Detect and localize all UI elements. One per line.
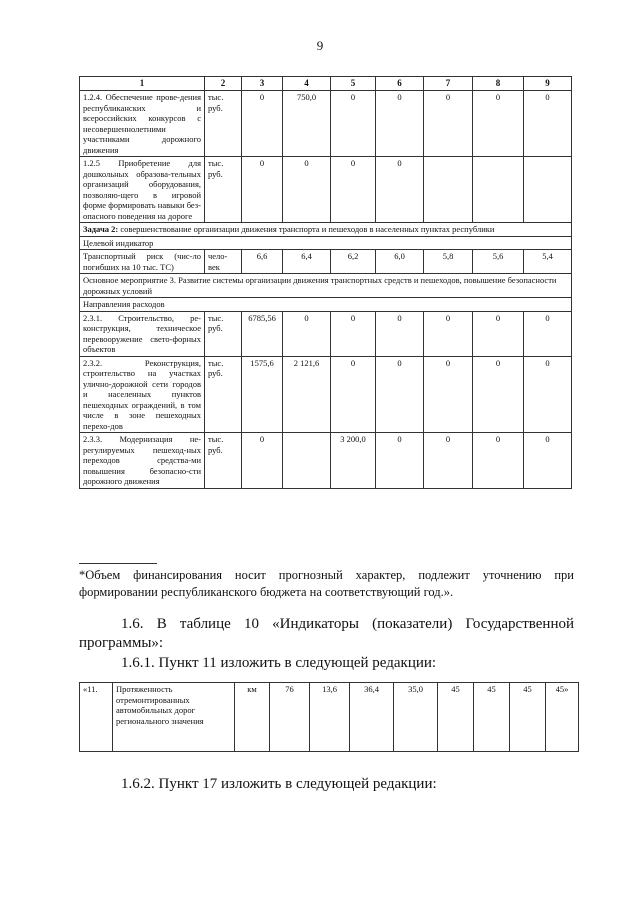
col-header: 5 bbox=[331, 77, 376, 91]
paragraph-1-6: 1.6. В таблице 10 «Индикаторы (показатели) Государственной программы»: bbox=[79, 616, 574, 651]
col-header: 1 bbox=[80, 77, 205, 91]
table-row bbox=[80, 433, 572, 489]
unit-cell: тыс. руб. bbox=[205, 433, 242, 489]
indicator-table bbox=[79, 682, 579, 752]
col-header: 2 bbox=[205, 77, 242, 91]
footnote-divider bbox=[79, 563, 157, 564]
value-cell: 0 bbox=[242, 91, 283, 157]
value-cell: 0 bbox=[376, 311, 424, 356]
value-cell: 6785,56 bbox=[242, 311, 283, 356]
table-cell: 45 bbox=[438, 683, 474, 752]
value-cell bbox=[473, 157, 524, 223]
table-row bbox=[80, 250, 572, 274]
table-row bbox=[80, 157, 572, 223]
value-cell bbox=[424, 157, 473, 223]
table-cell: км bbox=[235, 683, 270, 752]
section-text: совершенствование организации движения транспорта и пешеходов в населенных пунктах республики bbox=[118, 224, 495, 234]
value-cell: 0 bbox=[524, 91, 572, 157]
table-row bbox=[80, 311, 572, 356]
table-row bbox=[80, 91, 572, 157]
value-cell: 0 bbox=[473, 311, 524, 356]
value-cell: 0 bbox=[424, 356, 473, 433]
paragraph-1-6-1: 1.6.1. Пункт 11 изложить в следующей редакции: bbox=[121, 655, 437, 671]
value-cell bbox=[283, 433, 331, 489]
footnote: *Объем финансирования носит прогнозный характер, подлежит уточнению при формировании республиканского бюджета на соответствующий год.». bbox=[79, 568, 574, 599]
table-cell: «11. bbox=[80, 683, 113, 752]
value-cell: 0 bbox=[331, 91, 376, 157]
value-cell: 750,0 bbox=[283, 91, 331, 157]
value-cell: 0 bbox=[283, 157, 331, 223]
financing-table bbox=[79, 76, 572, 489]
table-cell: 45» bbox=[546, 683, 579, 752]
section-row bbox=[80, 274, 572, 298]
unit-cell: тыс. руб. bbox=[205, 91, 242, 157]
value-cell: 0 bbox=[473, 91, 524, 157]
col-header: 6 bbox=[376, 77, 424, 91]
unit-cell: тыс. руб. bbox=[205, 356, 242, 433]
value-cell: 0 bbox=[376, 356, 424, 433]
value-cell: 0 bbox=[473, 356, 524, 433]
value-cell: 2 121,6 bbox=[283, 356, 331, 433]
value-cell: 0 bbox=[424, 433, 473, 489]
table-header-row bbox=[80, 77, 572, 91]
measure-name: 2.3.2. Реконструкция, строительство на участках улично-дорожной сети городов и населенных пунктов пешеходных ограждений, в том числе в зоне пешеходных перехо-дов bbox=[80, 356, 205, 433]
unit-cell: чело-век bbox=[205, 250, 242, 274]
section-text: Целевой индикатор bbox=[83, 237, 154, 248]
table-cell: 45 bbox=[474, 683, 510, 752]
value-cell: 0 bbox=[524, 356, 572, 433]
value-cell: 0 bbox=[473, 433, 524, 489]
value-cell bbox=[524, 157, 572, 223]
col-header: 8 bbox=[473, 77, 524, 91]
value-cell: 0 bbox=[331, 356, 376, 433]
value-cell: 6,6 bbox=[242, 250, 283, 274]
value-cell: 3 200,0 bbox=[331, 433, 376, 489]
measure-name: 1.2.4. Обеспечение прове-дения республиканских и всероссийских конкурсов с несовершеннолетними участниками дорожного движения bbox=[80, 91, 205, 157]
table-cell: 35,0 bbox=[394, 683, 438, 752]
section-row bbox=[80, 236, 572, 250]
value-cell: 0 bbox=[242, 433, 283, 489]
col-header: 9 bbox=[524, 77, 572, 91]
section-row bbox=[80, 223, 572, 237]
table-row bbox=[80, 236, 572, 250]
table-cell: 45 bbox=[510, 683, 546, 752]
value-cell: 0 bbox=[242, 157, 283, 223]
value-cell: 0 bbox=[424, 91, 473, 157]
unit-cell: тыс. руб. bbox=[205, 311, 242, 356]
value-cell: 5,8 bbox=[424, 250, 473, 274]
value-cell: 0 bbox=[524, 433, 572, 489]
measure-name: 1.2.5 Приобретение для дошкольных образова-тельных организаций оборудования, позволяю-щего в игровой форме формировать навыки без-опасного поведения на дороге bbox=[80, 157, 205, 223]
value-cell: 0 bbox=[376, 433, 424, 489]
page-number: 9 bbox=[316, 38, 324, 53]
unit-cell: тыс. руб. bbox=[205, 157, 242, 223]
section-text: Направления расходов bbox=[83, 299, 165, 309]
table-cell: Протяженность отремонтированных автомобильных дорог регионального значения bbox=[113, 683, 235, 752]
value-cell: 6,4 bbox=[283, 250, 331, 274]
section-text: Основное мероприятие 3. Развитие системы организации движения транспортных средств и пешеходов, повышение безопасности дорожных условий bbox=[83, 275, 557, 296]
value-cell: 0 bbox=[376, 91, 424, 157]
table-cell: 13,6 bbox=[310, 683, 350, 752]
table-row bbox=[80, 356, 572, 433]
value-cell: 0 bbox=[524, 311, 572, 356]
value-cell: 0 bbox=[331, 311, 376, 356]
section-label: Задача 2: bbox=[83, 224, 119, 234]
col-header: 3 bbox=[242, 77, 283, 91]
table-row bbox=[80, 223, 572, 237]
table-cell: 76 bbox=[270, 683, 310, 752]
value-cell: 0 bbox=[376, 157, 424, 223]
measure-name: 2.3.1. Строительство, ре-конструкция, техническое перевооружение свето-форных объектов bbox=[80, 311, 205, 356]
table-row bbox=[80, 298, 572, 312]
value-cell: 5,6 bbox=[473, 250, 524, 274]
col-header: 4 bbox=[283, 77, 331, 91]
value-cell: 6,2 bbox=[331, 250, 376, 274]
col-header: 7 bbox=[424, 77, 473, 91]
value-cell: 6,0 bbox=[376, 250, 424, 274]
section-row bbox=[80, 298, 572, 312]
value-cell: 1575,6 bbox=[242, 356, 283, 433]
measure-name: Транспортный риск (чис-ло погибших на 10 тыс. ТС) bbox=[80, 250, 205, 274]
paragraph-1-6-2: 1.6.2. Пункт 17 изложить в следующей редакции: bbox=[121, 776, 437, 792]
table-cell: 36,4 bbox=[350, 683, 394, 752]
table-row bbox=[80, 274, 572, 298]
value-cell: 0 bbox=[283, 311, 331, 356]
measure-name: 2.3.3. Модернизация не-регулируемых пешеход-ных переходов средства-ми повышения безопасно-сти дорожного движения bbox=[80, 433, 205, 489]
table-row bbox=[80, 683, 579, 752]
value-cell: 0 bbox=[331, 157, 376, 223]
value-cell: 0 bbox=[424, 311, 473, 356]
value-cell: 5,4 bbox=[524, 250, 572, 274]
